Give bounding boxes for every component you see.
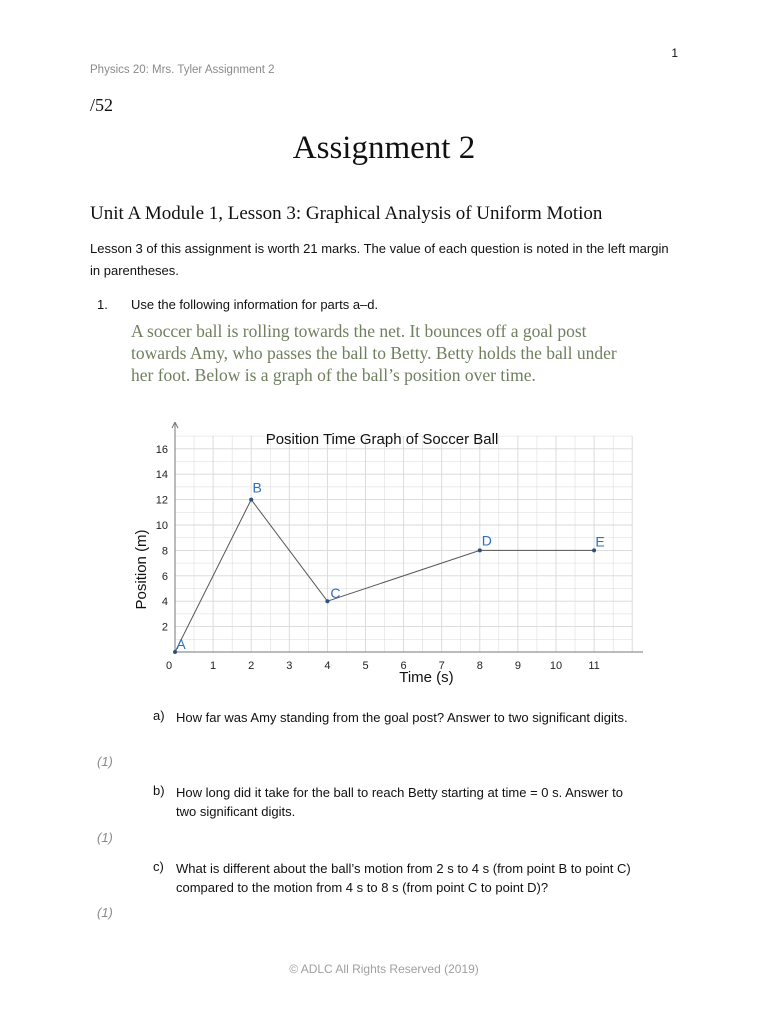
x-tick-label: 5 xyxy=(362,660,369,672)
x-axis-label: Time (s) xyxy=(399,669,454,686)
point-label-c: C xyxy=(330,585,341,602)
x-tick-label: 3 xyxy=(286,660,293,672)
x-tick-label: 6 xyxy=(400,660,407,672)
point-label-a: A xyxy=(176,636,186,652)
data-point-c xyxy=(325,599,329,603)
x-tick-label: 7 xyxy=(438,660,445,672)
document-header: Physics 20: Mrs. Tyler Assignment 2 xyxy=(90,64,275,76)
total-score: /52 xyxy=(90,95,114,115)
lesson-heading: Unit A Module 1, Lesson 3: Graphical Analysis of Uniform Motion xyxy=(90,203,603,224)
chart-background xyxy=(128,420,643,690)
chart-title: Position Time Graph of Soccer Ball xyxy=(265,431,499,448)
y-tick-label: 2 xyxy=(161,621,168,634)
x-tick-label: 10 xyxy=(549,660,563,672)
part-b-question: How long did it take for the ball to reach Betty starting at time = 0 s. Answer to two significant digits. xyxy=(176,785,623,819)
point-label-d: D xyxy=(481,532,492,549)
copyright-footer: © ADLC All Rights Reserved (2019) xyxy=(289,962,479,976)
y-axis-label: Position (m) xyxy=(133,529,150,610)
intro-paragraph: Lesson 3 of this assignment is worth 21 marks. The value of each question is noted in the left margin in parentheses. xyxy=(90,241,669,278)
point-label-b: B xyxy=(252,479,262,496)
part-c-question: What is different about the ball’s motion from 2 s to 4 s (from point B to point C) compared to the motion from 4 s to 8 s (from point C to point D)? xyxy=(176,861,631,895)
part-c-marks: (1) xyxy=(97,905,113,920)
part-a-label: a) xyxy=(153,708,165,723)
y-tick-label: 10 xyxy=(155,520,168,532)
question-instruction: Use the following information for parts a–d. xyxy=(131,297,379,312)
part-a-question: How far was Amy standing from the goal post? Answer to two significant digits. xyxy=(176,710,628,725)
y-tick-label: 12 xyxy=(155,494,168,507)
x-tick-label: 9 xyxy=(514,660,521,672)
y-tick-label: 4 xyxy=(161,596,168,609)
part-b-label: b) xyxy=(153,783,165,798)
position-time-chart xyxy=(128,420,643,690)
part-c-label: c) xyxy=(153,859,164,874)
scenario-text: A soccer ball is rolling towards the net. It bounces off a goal post towards Amy, who passes the ball to Betty. Betty holds the ball under her foot. Below is a graph of the ball’s position over time. xyxy=(131,321,617,385)
x-tick-label: 11 xyxy=(588,660,600,672)
point-label-e: E xyxy=(595,533,605,550)
y-tick-label: 16 xyxy=(155,443,168,456)
x-tick-label: 4 xyxy=(324,660,331,672)
question-number: 1. xyxy=(97,297,108,312)
x-tick-label: 8 xyxy=(476,660,483,672)
page-number: 1 xyxy=(671,46,678,60)
data-point-d xyxy=(478,548,482,552)
y-tick-label: 14 xyxy=(155,469,168,482)
x-tick-label: 1 xyxy=(210,660,217,672)
x-tick-label: 2 xyxy=(248,660,255,672)
data-point-b xyxy=(249,498,253,502)
y-tick-label: 8 xyxy=(161,545,168,558)
y-tick-label: 6 xyxy=(161,570,168,583)
part-a-marks: (1) xyxy=(97,754,113,769)
x-tick-label: 0 xyxy=(165,660,173,672)
page-title: Assignment 2 xyxy=(292,130,476,166)
part-b-marks: (1) xyxy=(97,830,113,845)
